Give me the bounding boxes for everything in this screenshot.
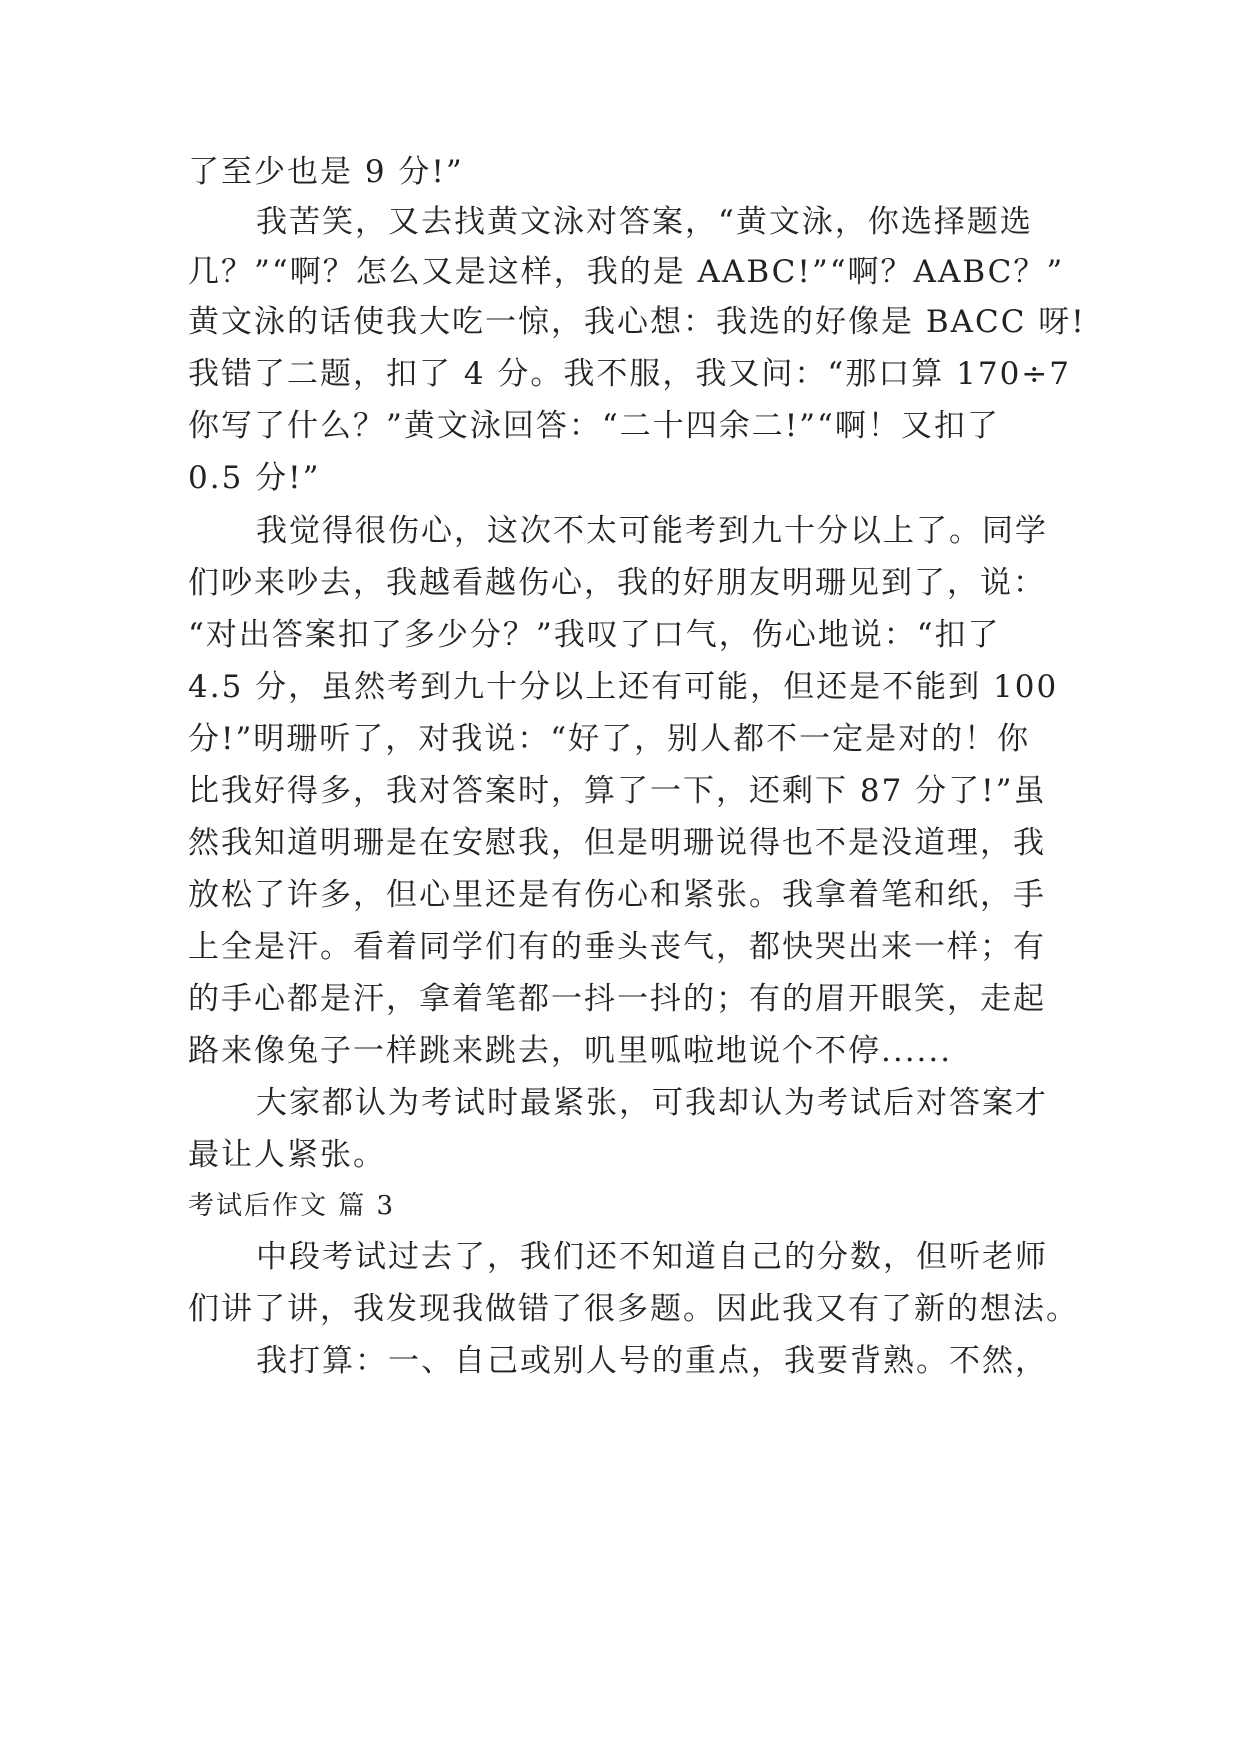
text-line: 几？”“啊？怎么又是这样，我的是 AABC!”“啊？AABC？” — [188, 254, 1065, 290]
text-line: 放松了许多，但心里还是有伤心和紧张。我拿着笔和纸，手 — [188, 877, 1046, 913]
text-line: 的手心都是汗，拿着笔都一抖一抖的；有的眉开眼笑，走起 — [188, 981, 1046, 1017]
text-line: 分!”明珊听了，对我说：“好了，别人都不一定是对的！你 — [188, 721, 1031, 757]
section-heading: 考试后作文 篇 3 — [188, 1191, 396, 1221]
text-line: 我错了二题，扣了 4 分。我不服，我又问：“那口算 170÷7 — [188, 356, 1071, 392]
text-line: 你写了什么？”黄文泳回答：“二十四余二!”“啊！又扣了 — [188, 408, 1000, 444]
text-line: 了至少也是 9 分!” — [188, 154, 464, 190]
text-line: 最让人紧张。 — [188, 1137, 386, 1173]
paragraph-start: 中段考试过去了，我们还不知道自己的分数，但听老师 — [256, 1239, 1048, 1275]
paragraph-start: 我打算：一、自己或别人号的重点，我要背熟。不然， — [256, 1343, 1048, 1379]
text-line: 们讲了讲，我发现我做错了很多题。因此我又有了新的想法。 — [188, 1291, 1079, 1327]
paragraph-start: 大家都认为考试时最紧张，可我却认为考试后对答案才 — [256, 1085, 1048, 1121]
text-line: 然我知道明珊是在安慰我，但是明珊说得也不是没道理，我 — [188, 825, 1046, 861]
text-line: “对出答案扣了多少分？”我叹了口气，伤心地说：“扣了 — [188, 617, 1001, 653]
paragraph-start: 我觉得很伤心，这次不太可能考到九十分以上了。同学 — [256, 513, 1048, 549]
text-line: 路来像兔子一样跳来跳去，叽里呱啦地说个不停...... — [188, 1033, 953, 1069]
text-line: 黄文泳的话使我大吃一惊，我心想：我选的好像是 BACC 呀! — [188, 304, 1086, 340]
text-line: 4.5 分，虽然考到九十分以上还有可能，但还是不能到 100 — [188, 669, 1059, 705]
text-line: 上全是汗。看着同学们有的垂头丧气，都快哭出来一样；有 — [188, 929, 1046, 965]
text-line: 0.5 分!” — [188, 460, 321, 496]
paragraph-start: 我苦笑，又去找黄文泳对答案，“黄文泳，你选择题选 — [256, 204, 1033, 240]
text-line: 比我好得多，我对答案时，算了一下，还剩下 87 分了!”虽 — [188, 773, 1047, 809]
text-line: 们吵来吵去，我越看越伤心，我的好朋友明珊见到了，说： — [188, 565, 1046, 601]
